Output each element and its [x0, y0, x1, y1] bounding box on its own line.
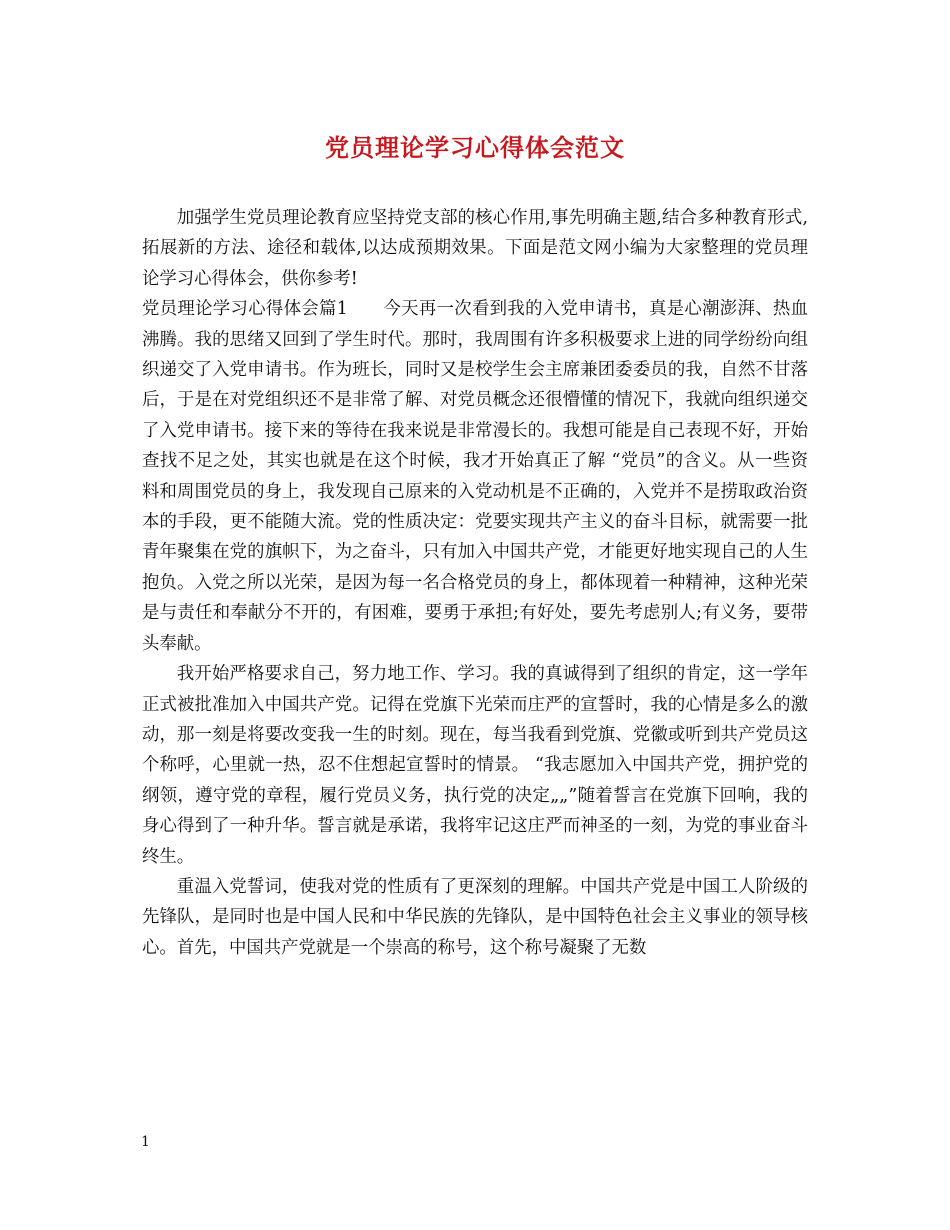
- document-body: [142, 203, 808, 963]
- paragraph-essay-1: 党员理论学习心得体会篇1 今天再一次看到我的入党申请书，真是心潮澎湃、热血沸腾。我的思绪又回到了学生时代。那时，我周围有许多积极要求上进的同学纷纷向组织递交了入党申请书。作为班长，同时又是校学生会主席兼团委委员的我，自然不甘落后，于是在对党组织还不是非常了解、对党员概念还很懵懂的情况下，我就向组织递交了入党申请书。接下来的等待在我来说是非常漫长的。我想可能是自己表现不好，开始查找不足之处，其实也就是在这个时候，我才开始真正了解 “党员”的含义。从一些资料和周围党员的身上，我发现自己原来的入党动机是不正确的，入党并不是捞取政治资本的手段，更不能随大流。党的性质决定：党要实现共产主义的奋斗目标，就需要一批青年聚集在党的旗帜下，为之奋斗，只有加入中国共产党，才能更好地实现自己的人生抱负。入党之所以光荣，是因为每一名合格党员的身上，都体现着一种精神，这种光荣是与责任和奉献分不开的，有困难，要勇于承担;有好处，要先考虑别人;有义务，要带头奉献。: [142, 299, 808, 654]
- paragraph-party-nature: 重温入党誓词，使我对党的性质有了更深刻的理解。中国共产党是中国工人阶级的先锋队，是同时也是中国人民和中华民族的先锋队，是中国特色社会主义事业的领导核心。首先，中国共产党就是一个崇高的称号，这个称号凝聚了无数: [142, 876, 808, 958]
- document-title: 党员理论学习心得体会范文: [325, 133, 625, 162]
- page-number: 1: [141, 1134, 150, 1150]
- paragraph-intro: 加强学生党员理论教育应坚持党支部的核心作用,事先明确主题,结合多种教育形式,拓展新的方法、途径和载体,以达成预期效果。下面是范文网小编为大家整理的党员理论学习心得体会，供你参考!: [142, 208, 808, 289]
- paragraph-oath: 我开始严格要求自己，努力地工作、学习。我的真诚得到了组织的肯定，这一学年正式被批准加入中国共产党。记得在党旗下光荣而庄严的宣誓时，我的心情是多么的激动，那一刻是将要改变我一生的时刻。现在，每当我看到党旗、党徽或听到共产党员这个称呼，心里就一热，忍不住想起宣誓时的情景。 “我志愿加入中国共产党，拥护党的纲领，遵守党的章程，履行党员义务，执行党的决定„„”随着誓言在党旗下回响，我的身心得到了一种升华。誓言就是承诺，我将牢记这庄严而神圣的一刻，为党的事业奋斗终生。: [142, 664, 808, 867]
